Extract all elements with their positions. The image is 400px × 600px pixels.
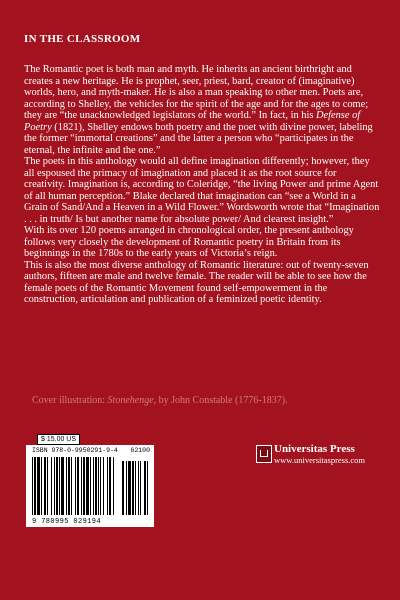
barcode-bar (93, 457, 94, 515)
barcode-bar (44, 457, 46, 515)
barcode-bar (86, 457, 89, 515)
paragraph-3: With its over 120 poems arranged in chronological order, the present anthology follows very closely the development of Romantic poetry in Britain from its beginnings in the 1780s to the early years of Victoria’s reign. (24, 225, 354, 259)
publisher-logo-icon (256, 445, 272, 463)
barcode-bar (66, 457, 67, 515)
paragraph-1-part-3: (1821), Shelley endows both poetry and the poet with divine power, labeling the former “immortal creations” and the latter a person who “participates in the eternal, the infinite and the one.” (24, 121, 373, 156)
barcode-bar (103, 457, 104, 515)
barcode-bar (77, 457, 79, 515)
addon-bar (138, 461, 139, 515)
isbn-text: ISBN 978-0-9950291-9-4 (32, 447, 118, 454)
addon-bar (122, 461, 124, 515)
barcode-bar (95, 457, 97, 515)
barcode-bar (68, 457, 70, 515)
paragraph-2: The poets in this anthology would all define imagination differently; however, they all espoused the primacy of imagination and placed it as the root source for creativity. Imagination is, according to Coleridge, “the living Power and prime Agent of all human perception.” Blake declared that imagination can “see a World in a Grain of Sand/And a Heaven in a Wild Flower.” Wordsworth wrote that “Imagination . . . in truth/ Is but another name for absolute power/ And clearest insight.” (24, 156, 380, 225)
paragraph-4: This is also the most diverse anthology of Romantic literature: out of twenty-seven authors, fifteen are male and twelve female. The reader will be able to see how the female poets of the Romantic Movement found self-empowerment in the construction, articulation and publication of a feminized poetic identity. (24, 259, 369, 305)
credit-artwork-title: Stonehenge (107, 395, 154, 406)
price-sticker: $ 15.00 US (37, 434, 80, 445)
addon-bar (144, 461, 146, 515)
cover-illustration-credit (32, 395, 372, 406)
barcode-bar (51, 457, 52, 515)
publisher-name: Universitas Press (274, 443, 355, 455)
barcode-bar (37, 457, 40, 515)
paragraph-1 (24, 64, 380, 156)
paragraph-1-part-1: The Romantic poet is both man and myth. He inherits an ancient birthright and creates a new heritage. He is prophet, seer, priest, bard, creator of (imaginative) worlds, hero, and myth-maker. He is also a man speaking to other men. Poets are, according to Shelley, the vehicles for the spirit of the age and for the ages to come; they are “the unacknowledged legislators of the world.” In fact, in his (24, 64, 369, 121)
barcode-bar (71, 457, 72, 515)
barcode-bar (98, 457, 99, 515)
barcode-bar (47, 457, 48, 515)
addon-bar (126, 461, 127, 515)
addon-bar (147, 461, 148, 515)
barcode-bar (81, 457, 82, 515)
addon-bar (135, 461, 136, 515)
barcode-bar (59, 457, 60, 515)
section-heading: IN THE CLASSROOM (24, 33, 141, 45)
barcode-bar (61, 457, 64, 515)
barcode-bar (107, 457, 108, 515)
barcode-bar (54, 457, 55, 515)
barcode-bar (83, 457, 85, 515)
barcode-bars (30, 457, 150, 515)
barcode-bar (75, 457, 76, 515)
addon-bar (128, 461, 131, 515)
publisher-url: www.universitaspress.com (274, 455, 366, 465)
barcode-digits: 9 780995 029194 (32, 518, 102, 526)
barcode-bar (56, 457, 58, 515)
addon-bar (132, 461, 134, 515)
barcode-header (26, 445, 154, 455)
addon-text: 62100 (130, 447, 150, 454)
addon-bar (140, 461, 141, 515)
back-cover-text (24, 64, 380, 306)
barcode-bar (109, 457, 111, 515)
barcode-bar (100, 457, 101, 515)
barcode-bar (41, 457, 42, 515)
barcode-bar (113, 457, 114, 515)
barcode-bar (34, 457, 36, 515)
isbn-barcode (26, 445, 154, 527)
credit-suffix: , by John Constable (1776-1837). (153, 395, 288, 406)
credit-prefix: Cover illustration: (32, 395, 108, 406)
barcode-bar (32, 457, 33, 515)
barcode-bar (90, 457, 91, 515)
book-title-defense-of-poetry: Defense of Poetry (24, 110, 361, 133)
